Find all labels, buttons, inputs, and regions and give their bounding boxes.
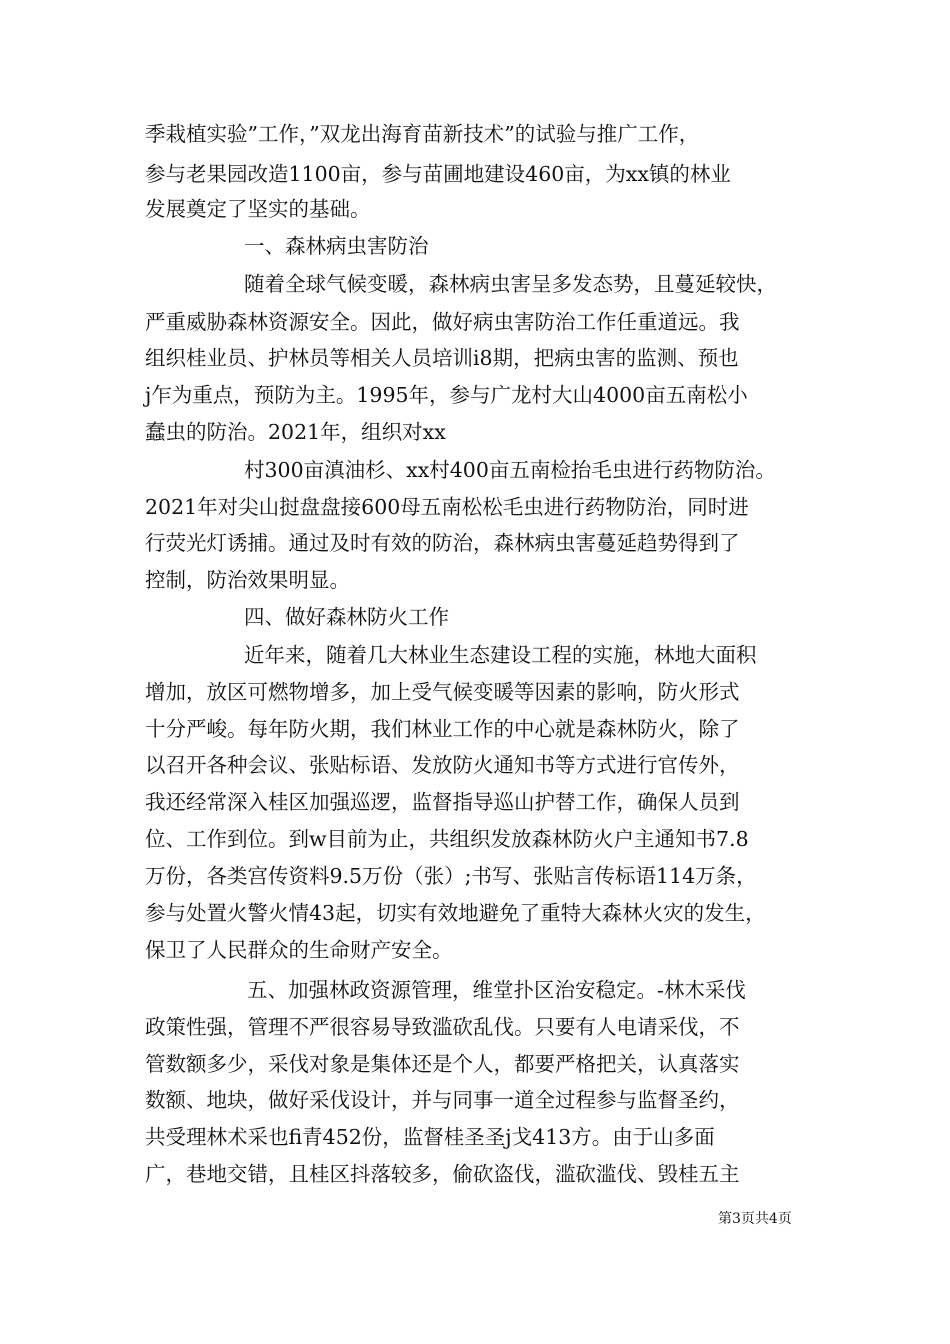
body-line: 季栽植实验”工作，”双龙出海育苗新技术”的试验与推广工作， — [145, 122, 700, 146]
body-line: 管数额多少，采伐对象是集体还是个人，都要严格把关，认真落实 — [145, 1052, 740, 1076]
body-line: 行荧光灯诱捕。通过及时有效的防治，森林病虫害蔓延趋势得到了 — [145, 531, 740, 555]
body-line: 政策性强，管理不严很容易导致滥砍乱伐。只要有人电请采伐，不 — [145, 1015, 740, 1039]
body-line: 控制，防治效果明显。 — [145, 568, 350, 592]
section-heading: 四、做好森林防火工作 — [244, 605, 449, 629]
body-line: 蠢虫的防治。2021年，组织对xx — [145, 420, 446, 444]
body-line: 近年来，随着几大林业生态建设工程的实施，林地大面积 — [244, 643, 757, 667]
section-heading: 一、森林病虫害防治 — [244, 234, 429, 258]
body-line: 保卫了人民群众的生命财产安全。 — [145, 938, 453, 962]
body-line: 发展奠定了坚实的基础。 — [145, 197, 371, 221]
body-line: 数额、地块，做好采伐设计，并与同事一道全过程参与监督圣约， — [145, 1088, 740, 1112]
body-line: 增加，放区可燃物增多，加上受气候变暖等因素的影响，防火形式 — [145, 680, 740, 704]
body-line: 村300亩滇油杉、xx村400亩五南检抬毛虫进行药物防治。 — [244, 458, 776, 482]
body-line: j乍为重点，预防为主。1995年，参与广龙村大山4000亩五南松小 — [145, 383, 748, 407]
page-number-footer: 第3页共4页 — [718, 1211, 792, 1227]
body-line: 严重威胁森林资源安全。因此，做好病虫害防治工作任重道远。我 — [145, 310, 740, 334]
body-line: 组织桂业员、护林员等相关人员培训i8期，把病虫害的监测、预也 — [145, 346, 739, 370]
body-line: 十分严峻。每年防火期，我们林业工作的中心就是森林防火，除了 — [145, 717, 740, 741]
body-line: 万份，各类宫传资料9.5万份（张）;书写、张贴言传标语114万条， — [145, 864, 757, 888]
body-line: 参与处置火警火情43起，切实有效地避免了重特大森林火灾的发生， — [145, 901, 766, 925]
body-line: 随着全球气候变暖，森林病虫害呈多发态势，且蔓延较快， — [244, 272, 777, 296]
section-heading: 五、加强林政资源管理，维堂扑区治安稳定。-林木采伐 — [247, 978, 746, 1002]
body-line: 以召开各种会议、张贴标语、发放防火通知书等方式进行官传外， — [145, 753, 740, 777]
body-line: 我还经常深入桂区加强巡逻，监督指导巡山护替工作，确保人员到 — [145, 790, 740, 814]
body-line: 参与老果园改造1100亩，参与苗圃地建设460亩，为xx镇的林业 — [145, 162, 731, 186]
body-line: 广，巷地交错，且桂区抖落较多，偷砍盗伐，滥砍滥伐、毁桂五主 — [145, 1162, 740, 1186]
body-line: 位、工作到位。到w目前为止，共组织发放森林防火户主通知书7.8 — [145, 827, 749, 851]
body-line: 2021年对尖山挝盘盘接600母五南松松毛虫进行药物防治，同时进 — [145, 495, 749, 519]
body-line: 共受理林术采也fi青452份，监督桂圣圣j戈413方。由于山多面 — [145, 1125, 715, 1149]
